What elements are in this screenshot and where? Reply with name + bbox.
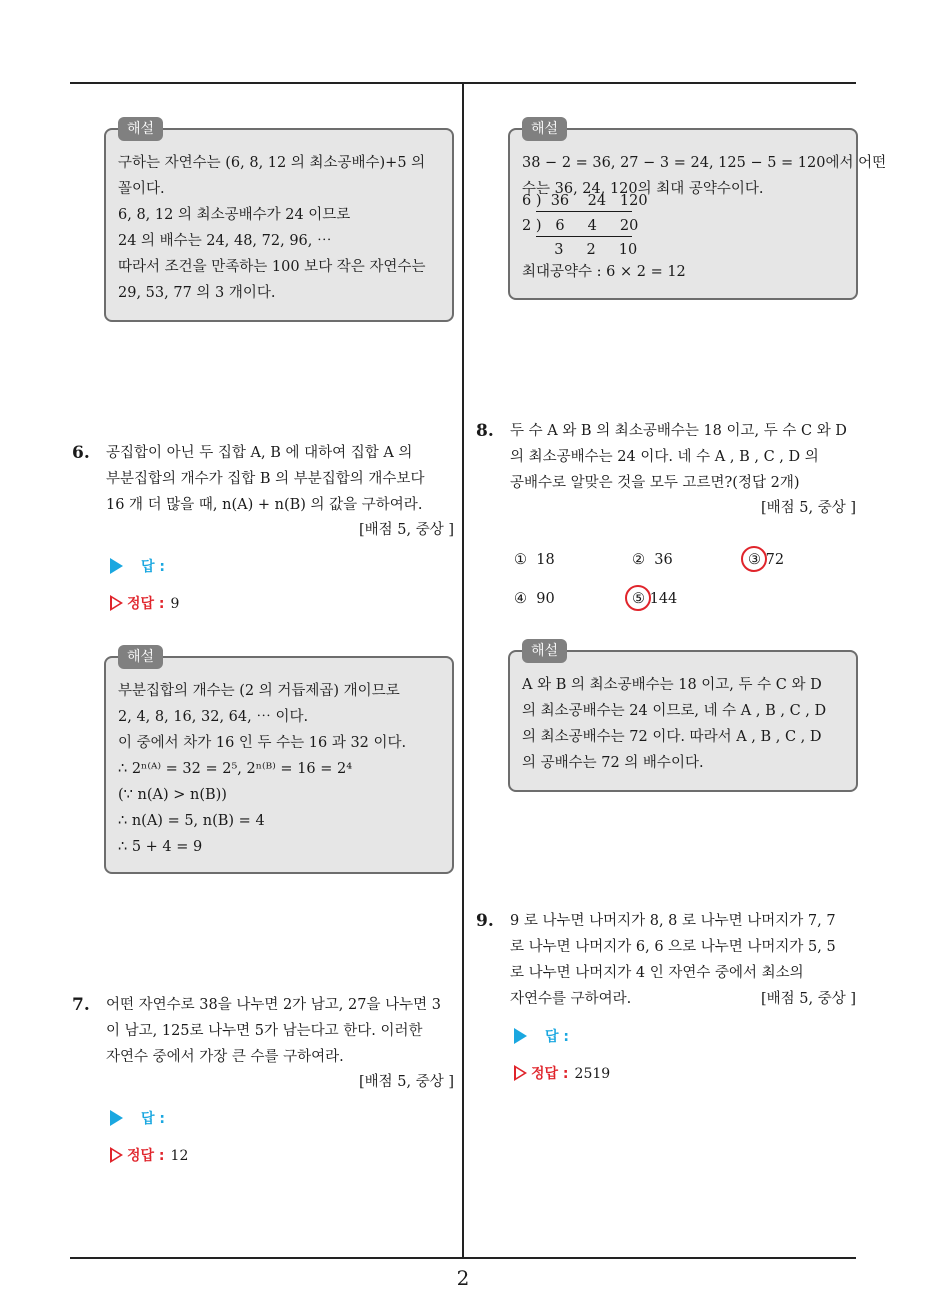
correct-label: 정답 :	[127, 1148, 165, 1164]
question-number-7: 7.	[72, 995, 90, 1015]
question-text-6	[106, 440, 424, 518]
answer-field-9[interactable]	[514, 1026, 569, 1046]
play-triangle-icon	[110, 558, 123, 574]
correct-value: 12	[170, 1148, 189, 1164]
score-label-8: [배점 5, 중상 ]	[760, 500, 856, 516]
explanation-line: 따라서 조건을 만족하는 100 보다 작은 자연수는	[118, 259, 426, 275]
explanation-box-q8	[508, 643, 858, 792]
division-underline	[536, 211, 632, 212]
question-line: 두 수 A 와 B 의 최소공배수는 18 이고, 두 수 C 와 D	[510, 423, 847, 439]
question-line: 16 개 더 많을 때, n(A) + n(B) 의 값을 구하여라.	[106, 497, 423, 513]
explanation-box-q5	[104, 121, 454, 322]
division-row: 6 ) 36 24 120	[522, 193, 648, 209]
explanation-line: ∴ 2ⁿ⁽ᴬ⁾ = 32 = 2⁵, 2ⁿ⁽ᴮ⁾ = 16 = 2⁴	[118, 761, 353, 777]
question-text-8	[510, 418, 847, 496]
column-divider	[462, 84, 464, 1258]
score-label-6: [배점 5, 중상 ]	[358, 522, 454, 538]
question-line: 공배수로 알맞은 것을 모두 고르면?(정답 2개)	[510, 475, 800, 491]
option-mark: ⑤	[632, 591, 645, 607]
correct-answer-7	[110, 1145, 188, 1165]
question-line: 공집합이 아닌 두 집합 A, B 에 대하여 집합 A 의	[106, 445, 413, 461]
answer-field-7[interactable]	[110, 1108, 165, 1128]
correct-answer-6	[110, 593, 179, 613]
score-label-9: [배점 5, 중상 ]	[760, 991, 856, 1007]
explanation-line: 6, 8, 12 의 최소공배수가 24 이므로	[118, 207, 351, 223]
question-line: 어떤 자연수로 38을 나누면 2가 남고, 27을 나누면 3	[106, 997, 441, 1013]
explanation-line: 38 − 2 = 36, 27 − 3 = 24, 125 − 5 = 120에서 어떤	[522, 155, 887, 171]
question-line: 로 나누면 나머지가 4 인 자연수 중에서 최소의	[510, 965, 804, 981]
explanation-line: 의 최소공배수는 72 이다. 따라서 A , B , C , D	[522, 729, 822, 745]
outline-triangle-icon	[110, 1147, 123, 1163]
answer-field-6[interactable]	[110, 556, 165, 576]
option-mark: ②	[632, 552, 645, 568]
question-line: 자연수 중에서 가장 큰 수를 구하여라.	[106, 1049, 344, 1065]
division-row: 2 ) 6 4 20	[522, 218, 639, 234]
page-number: 2	[456, 1266, 470, 1290]
explanation-tag: 해설	[522, 639, 567, 663]
explanation-line: 29, 53, 77 의 3 개이다.	[118, 285, 276, 301]
option-1[interactable]	[514, 549, 555, 571]
bottom-rule	[70, 1257, 856, 1259]
correct-value: 9	[170, 596, 180, 612]
explanation-line: 의 공배수는 72 의 배수이다.	[522, 755, 704, 771]
explanation-tag: 해설	[118, 117, 163, 141]
option-mark: ④	[514, 591, 527, 607]
division-row: 3 2 10	[522, 242, 638, 258]
option-value: 72	[765, 552, 785, 568]
explanation-line: 이 중에서 차가 16 인 두 수는 16 과 32 이다.	[118, 735, 407, 751]
score-label-7: [배점 5, 중상 ]	[358, 1074, 454, 1090]
option-mark: ①	[514, 552, 527, 568]
question-line: 9 로 나누면 나머지가 8, 8 로 나누면 나머지가 7, 7	[510, 913, 836, 929]
correct-label: 정답 :	[127, 596, 165, 612]
option-value: 144	[649, 591, 678, 607]
question-line: 부분집합의 개수가 집합 B 의 부분집합의 개수보다	[106, 471, 425, 487]
correct-value: 2519	[574, 1066, 611, 1082]
explanation-line: 수는 36, 24, 120의 최대 공약수이다.	[522, 181, 764, 197]
option-mark: ③	[748, 552, 761, 568]
option-value: 90	[536, 591, 555, 607]
answer-label: 답 :	[545, 1029, 569, 1045]
explanation-line: 구하는 자연수는 (6, 8, 12 의 최소공배수)+5 의	[118, 155, 426, 171]
explanation-box-q6	[104, 649, 454, 874]
explanation-line: 24 의 배수는 24, 48, 72, 96, ⋯	[118, 233, 332, 249]
explanation-tag: 해설	[118, 645, 163, 669]
play-triangle-icon	[514, 1028, 527, 1044]
answer-label: 답 :	[141, 1111, 165, 1127]
option-value: 18	[536, 552, 555, 568]
question-line: 이 남고, 125로 나누면 5가 남는다고 한다. 이러한	[106, 1023, 423, 1039]
question-number-8: 8.	[476, 421, 494, 441]
explanation-line: A 와 B 의 최소공배수는 18 이고, 두 수 C 와 D	[522, 677, 822, 693]
division-underline	[536, 236, 632, 237]
option-value: 36	[654, 552, 673, 568]
explanation-line: 부분집합의 개수는 (2 의 거듭제곱) 개이므로	[118, 683, 400, 699]
correct-label: 정답 :	[531, 1066, 569, 1082]
option-4[interactable]	[514, 588, 555, 610]
question-line: 자연수를 구하여라.	[510, 991, 632, 1007]
selected-circle-icon	[625, 585, 651, 611]
option-2[interactable]	[632, 549, 673, 571]
selected-circle-icon	[741, 546, 767, 572]
outline-triangle-icon	[514, 1065, 527, 1081]
explanation-line: ∴ 5 + 4 = 9	[118, 839, 203, 855]
question-line: 의 최소공배수는 24 이다. 네 수 A , B , C , D 의	[510, 449, 819, 465]
question-number-6: 6.	[72, 443, 90, 463]
outline-triangle-icon	[110, 595, 123, 611]
explanation-tag: 해설	[522, 117, 567, 141]
question-number-9: 9.	[476, 911, 494, 931]
gcd-result: 최대공약수 : 6 × 2 = 12	[522, 264, 686, 280]
correct-answer-9	[514, 1063, 610, 1083]
explanation-line: 2, 4, 8, 16, 32, 64, ⋯ 이다.	[118, 709, 309, 725]
answer-label: 답 :	[141, 559, 165, 575]
play-triangle-icon	[110, 1110, 123, 1126]
question-line: 로 나누면 나머지가 6, 6 으로 나누면 나머지가 5, 5	[510, 939, 836, 955]
explanation-line: 의 최소공배수는 24 이므로, 네 수 A , B , C , D	[522, 703, 827, 719]
explanation-line: 꼴이다.	[118, 181, 165, 197]
question-text-7	[106, 992, 441, 1070]
explanation-line: (∵ n(A) > n(B))	[118, 787, 227, 803]
explanation-line: ∴ n(A) = 5, n(B) = 4	[118, 813, 265, 829]
